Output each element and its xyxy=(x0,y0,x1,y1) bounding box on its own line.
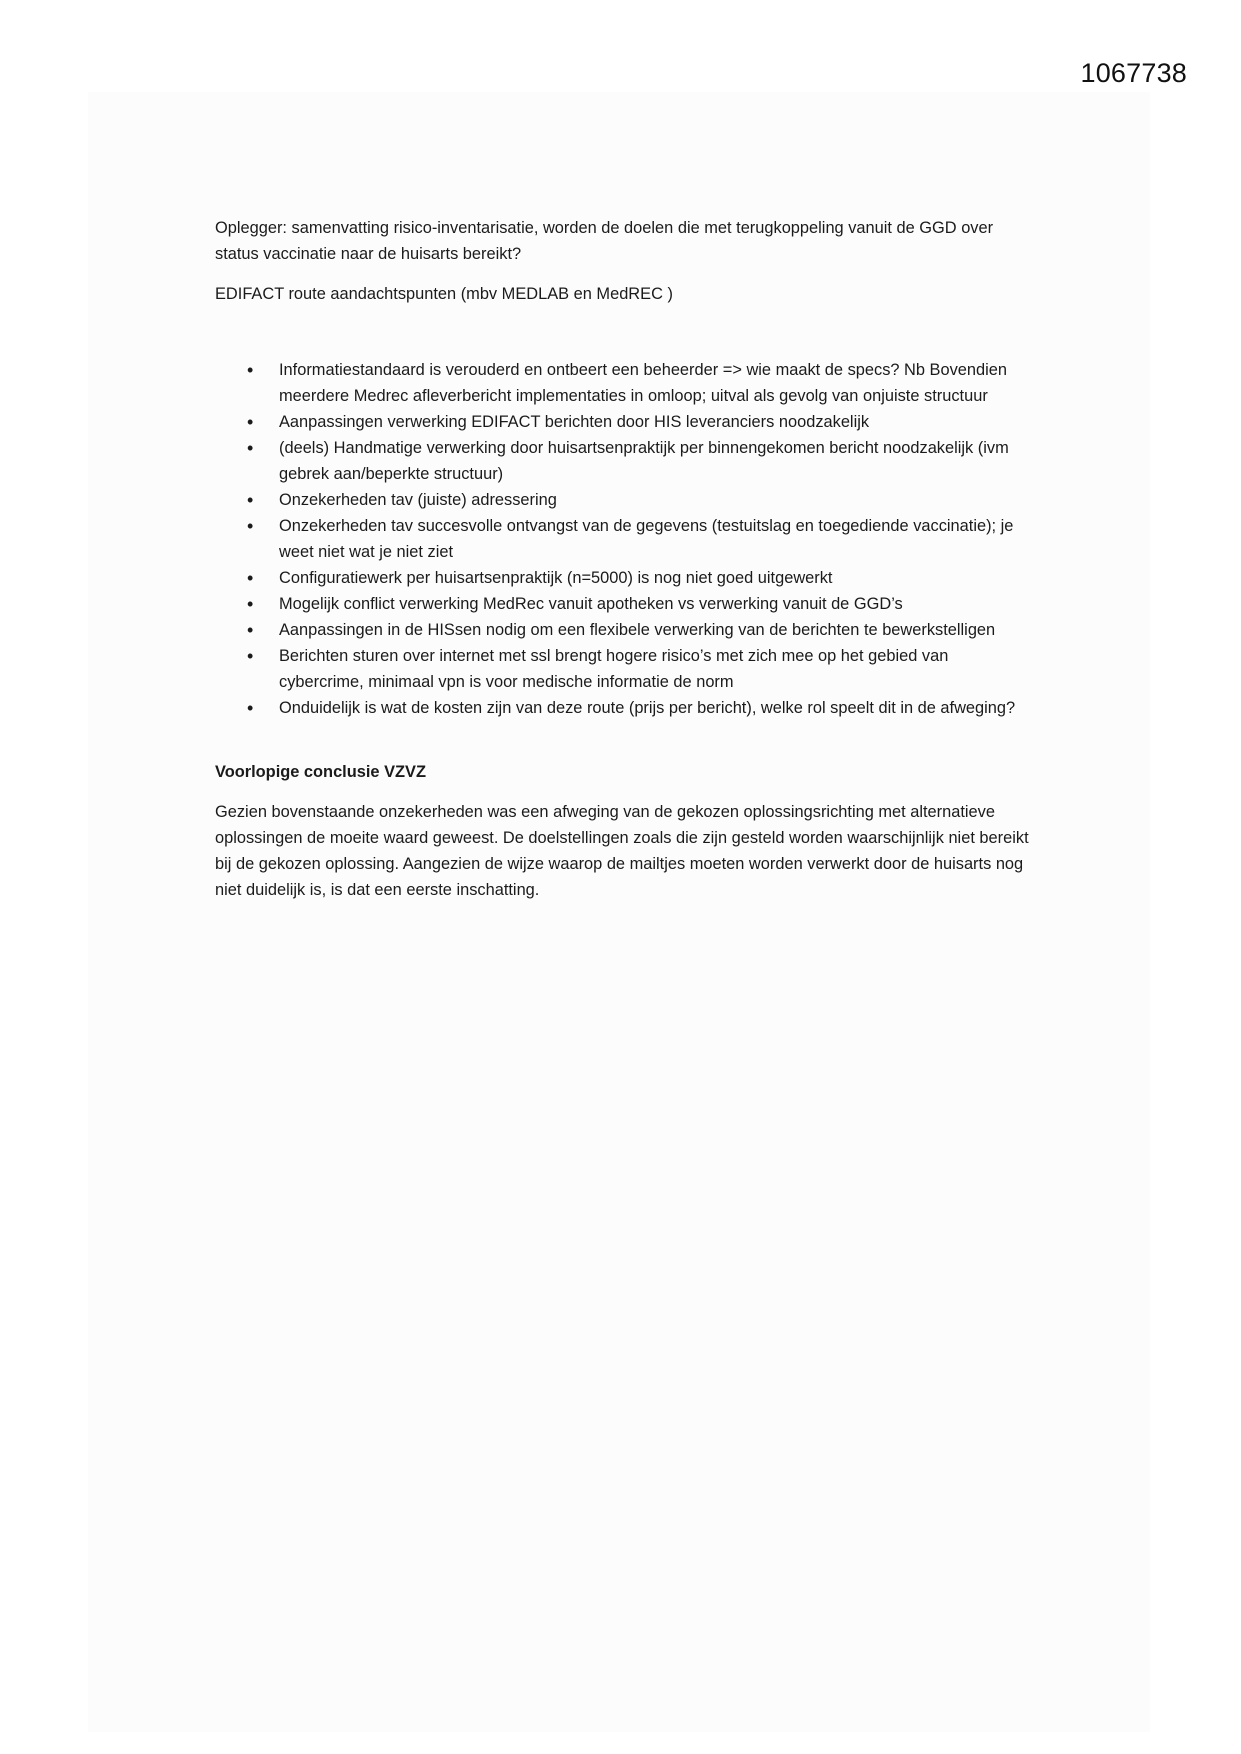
list-item: • Configuratiewerk per huisartsenpraktijk (n=5000) is nog niet goed uitgewerkt xyxy=(215,565,1035,591)
document-number: 1067738 xyxy=(1080,58,1187,88)
conclusion-paragraph: Gezien bovenstaande onzekerheden was een afweging van de gekozen oplossingsrichting met alternatieve oplossingen de moeite waard geweest. De doelstellingen zoals die zijn gesteld worden waarschijnlijk niet bereikt bij de gekozen oplossing. Aangezien de wijze waarop de mailtjes moeten worden verwerkt door de huisarts nog niet duidelijk is, is dat een eerste inschatting. xyxy=(215,803,1029,899)
list-item: • Mogelijk conflict verwerking MedRec vanuit apotheken vs verwerking vanuit de GGD’s xyxy=(215,591,1035,617)
list-item: • Berichten sturen over internet met ssl brengt hogere risico’s met zich mee op het gebied van cybercrime, minimaal vpn is voor medische informatie de norm xyxy=(215,643,1035,695)
intro-paragraph: Oplegger: samenvatting risico-inventarisatie, worden de doelen die met terugkoppeling vanuit de GGD over status vaccinatie naar de huisarts bereikt? xyxy=(215,219,994,263)
list-item: • Onzekerheden tav (juiste) adressering xyxy=(215,487,1035,513)
list-item: • Onduidelijk is wat de kosten zijn van deze route (prijs per bericht), welke rol speelt dit in de afweging? xyxy=(215,695,1035,721)
list-item: • Aanpassingen in de HISsen nodig om een flexibele verwerking van de berichten te bewerkstelligen xyxy=(215,617,1035,643)
list-item: • (deels) Handmatige verwerking door huisartsenpraktijk per binnengekomen bericht noodzakelijk (ivm gebrek aan/beperkte structuur) xyxy=(215,435,1035,487)
document-body xyxy=(215,215,1035,903)
conclusion-heading: Voorlopige conclusie VZVZ xyxy=(215,763,426,781)
list-item: • Informatiestandaard is verouderd en ontbeert een beheerder => wie maakt de specs? Nb Bovendien meerdere Medrec afleverbericht implementaties in omloop; uitval als gevolg van onjuiste structuur xyxy=(215,357,1035,409)
attention-points-list xyxy=(215,357,1035,721)
list-item: • Onzekerheden tav succesvolle ontvangst van de gegevens (testuitslag en toegediende vaccinatie); je weet niet wat je niet ziet xyxy=(215,513,1035,565)
list-item: • Aanpassingen verwerking EDIFACT berichten door HIS leveranciers noodzakelijk xyxy=(215,409,1035,435)
route-title: EDIFACT route aandachtspunten (mbv MEDLAB en MedREC ) xyxy=(215,285,673,303)
